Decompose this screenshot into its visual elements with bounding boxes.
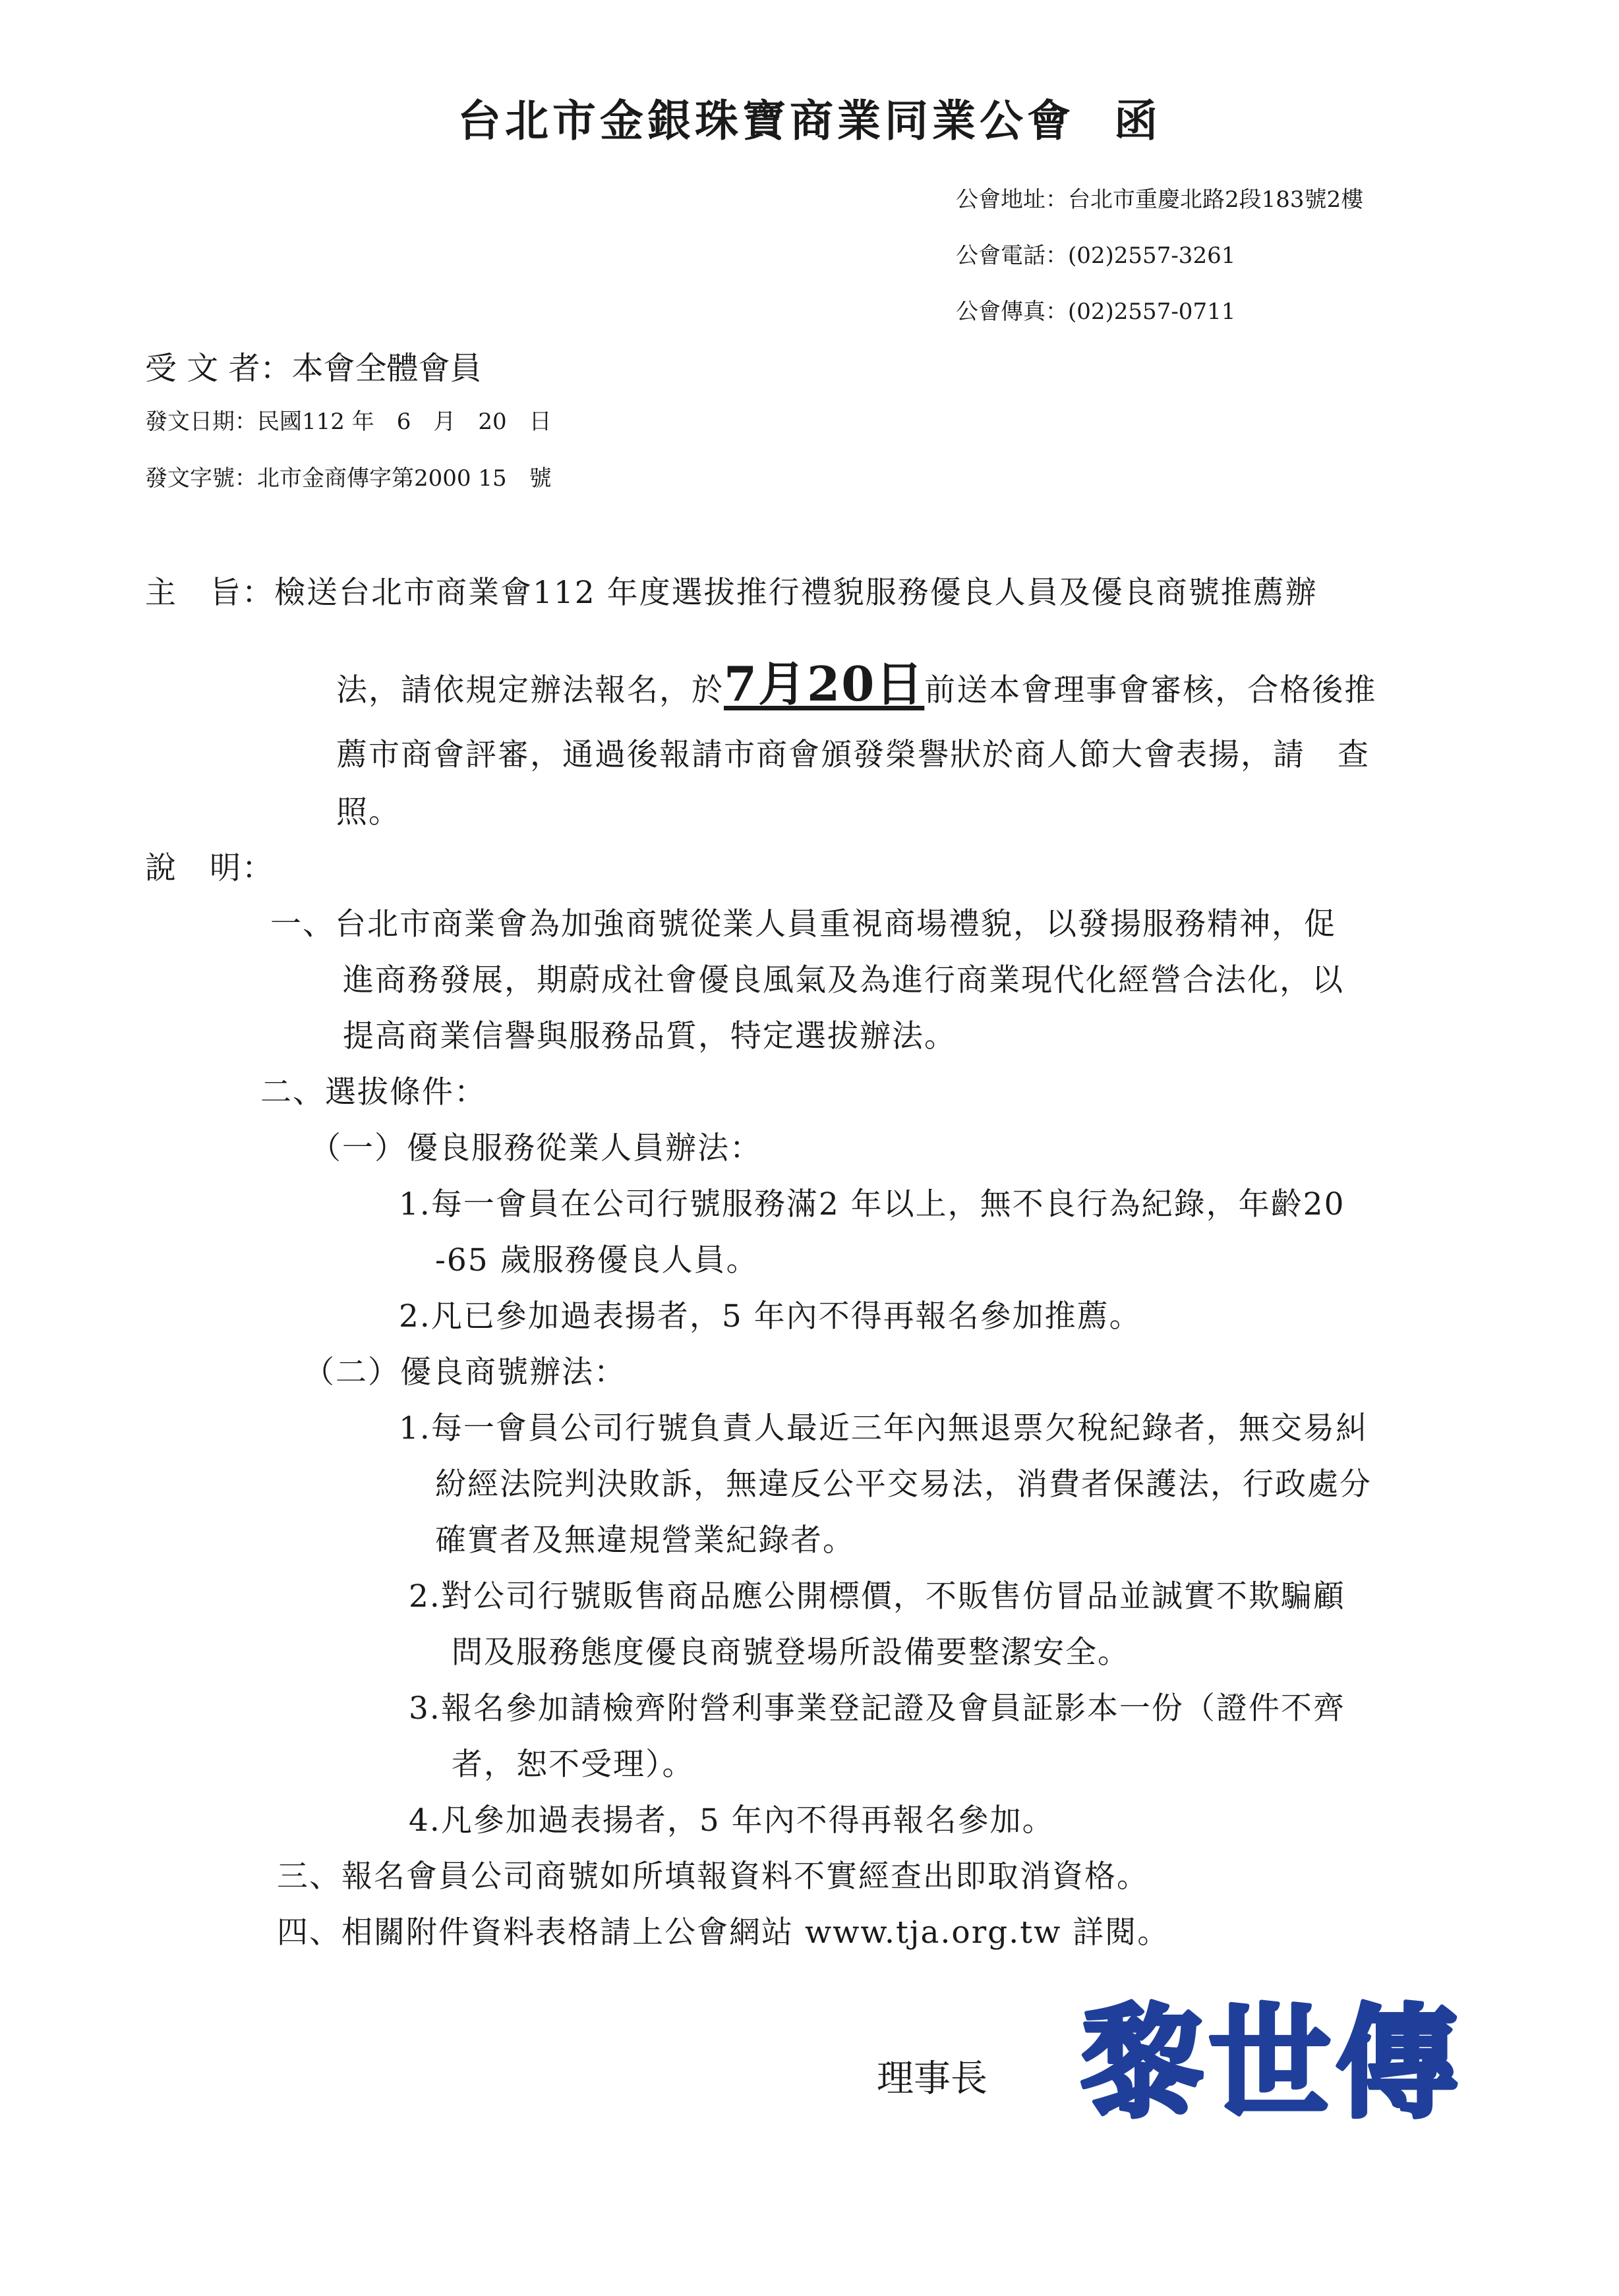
- sub-1-heading: （一）優良服務從業人員辦法：: [310, 1130, 762, 1166]
- sub-2-item-line: 4.凡參加過表揚者，5 年內不得再報名參加。: [409, 1802, 1055, 1839]
- subject-line-1: 主 旨：檢送台北市商業會112 年度選拔推行禮貌服務優良人員及優良商號推薦辦: [145, 575, 1318, 611]
- item-1-line-2: 進商務發展，期蔚成社會優良風氣及為進行商業現代化經營合法化，以: [343, 962, 1344, 998]
- chairman-label: 理事長: [877, 2057, 987, 2100]
- sub-2-item-line: 問及服務態度優良商號登場所設備要整潔安全。: [452, 1634, 1130, 1671]
- deadline-date: 7月20日: [724, 656, 925, 712]
- contact-fax: 公會傳真：(02)2557-0711: [956, 299, 1236, 325]
- item-2-heading: 二、選拔條件：: [260, 1074, 486, 1110]
- issue-date: 發文日期：民國112 年 6 月 20 日: [145, 409, 552, 435]
- document-title: [0, 86, 1619, 148]
- signature-stamp: [1068, 1984, 1477, 2135]
- subject-text: 法，請依規定辦法報名，於: [336, 672, 724, 708]
- recipient: 受 文 者：本會全體會員: [145, 350, 482, 387]
- sub-2-item-line: 者，恕不受理）。: [452, 1746, 695, 1783]
- doc-type: 函: [1114, 95, 1162, 146]
- org-name: 台北市金銀珠寶商業同業公會: [457, 95, 1074, 146]
- sub-2-item-line: 紛經法院判決敗訴，無違反公平交易法，消費者保護法，行政處分: [435, 1466, 1372, 1503]
- sub-2-heading: （二）優良商號辦法：: [303, 1354, 626, 1391]
- sub-1-item-line: 2.凡已參加過表揚者，5 年內不得再報名參加推薦。: [399, 1298, 1142, 1335]
- sub-2-item-line: 確實者及無違規營業紀錄者。: [435, 1522, 855, 1559]
- sub-1-item-line: -65 歲服務優良人員。: [435, 1242, 759, 1278]
- signature-name: 黎世傳: [1081, 1991, 1463, 2135]
- document-number: 發文字號：北市金商傳字第2000 15 號: [145, 465, 552, 492]
- item-1-line-3: 提高商業信譽與服務品質，特定選拔辦法。: [343, 1018, 957, 1054]
- subject-line-2: [336, 646, 1376, 714]
- subject-line-4: 照。: [336, 794, 401, 830]
- sub-2-item-line: 1.每一會員公司行號負責人最近三年內無退票欠稅紀錄者，無交易糾: [399, 1410, 1368, 1447]
- item-3: 三、報名會員公司商號如所填報資料不實經查出即取消資格。: [277, 1858, 1149, 1895]
- contact-phone: 公會電話：(02)2557-3261: [956, 243, 1236, 269]
- explanation-heading: 說 明：: [145, 850, 274, 886]
- sub-2-item-line: 2.對公司行號販售商品應公開標價，不販售仿冒品並誠實不欺騙顧: [409, 1578, 1345, 1615]
- item-4: 四、相關附件資料表格請上公會網站 www.tja.org.tw 詳閱。: [277, 1914, 1170, 1951]
- contact-address: 公會地址：台北市重慶北路2段183號2樓: [956, 187, 1364, 213]
- sub-2-item-line: 3.報名參加請檢齊附營利事業登記證及會員証影本一份（證件不齊: [409, 1690, 1345, 1727]
- item-1-line-1: 一、台北市商業會為加強商號從業人員重視商場禮貌，以發揚服務精神，促: [270, 906, 1336, 942]
- subject-line-3: 薦市商會評審，通過後報請市商會頒發榮譽狀於商人節大會表揚，請 查: [336, 737, 1370, 773]
- sub-1-item-line: 1.每一會員在公司行號服務滿2 年以上，無不良行為紀錄，年齡20: [399, 1186, 1345, 1222]
- subject-text: 前送本會理事會審核，合格後推: [924, 672, 1377, 708]
